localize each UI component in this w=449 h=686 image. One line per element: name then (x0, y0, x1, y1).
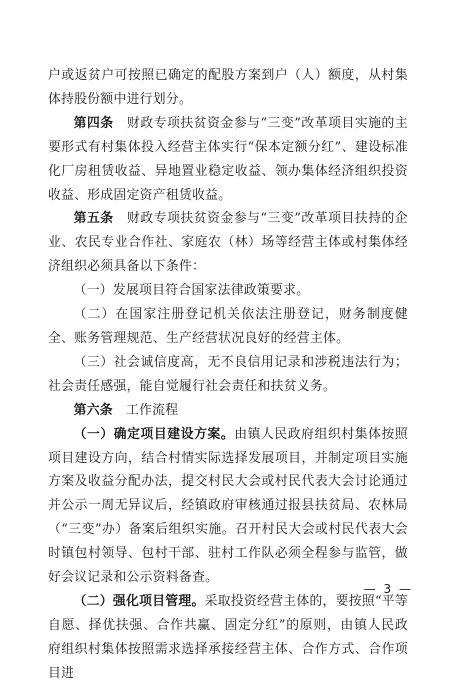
paragraph-article-6 (48, 399, 408, 423)
paragraph-condition-3 (48, 351, 408, 399)
paragraph-text: 财政专项扶贫资金参与“三变”改革项目实施的主要形式有村集体投入经营主体实行“保本定额分红”、建设标准化厂房租赁收益、异地置业稳定收益、领办集体经济组织投资收益、形成固定资产租赁收益。 (48, 115, 408, 203)
paragraph-text: 户或返贫户可按照已确定的配股方案到户（人）额度，从村集体持股份额中进行划分。 (48, 68, 408, 107)
page-number: — 3 — (363, 582, 413, 596)
paragraph-text: （二）在国家注册登记机关依法注册登记，财务制度健全、账务管理规范、生产经营状况良好的经营主体。 (48, 307, 408, 346)
article-heading: 第四条 (73, 115, 114, 131)
paragraph-text: 财政专项扶贫资金参与“三变”改革项目扶持的企业、农民专业合作社、家庭农（林）场等经营主体或村集体经济组织必须具备以下条件： (48, 211, 408, 275)
step-heading: （二）强化项目管理。 (73, 593, 205, 609)
step-heading: （一）确定项目建设方案。 (73, 426, 235, 442)
paragraph-text: （一）发展项目符合国家法律政策要求。 (73, 283, 310, 299)
paragraph-article-4 (48, 112, 408, 208)
paragraph-article-5 (48, 207, 408, 279)
document-body (48, 64, 408, 686)
paragraph-text: 由镇人民政府组织村集体按照项目建设方向，结合村情实际选择发展项目，并制定项目实施方案及收益分配办法，提交村民大会或村民代表大会讨论通过并公示一周无异议后，经镇政府审核通过报县扶贫局、农林局（“三变”办）备案后组织实施。召开村民大会或村民代表大会时镇包村领导、包村干部、驻村工作队必须全程参与监管，做好会议记录和公示资料备查。 (48, 426, 408, 586)
paragraph-text: （三）社会诚信度高，无不良信用记录和涉税违法行为；社会责任感强，能自觉履行社会责任和扶贫义务。 (48, 354, 408, 394)
paragraph-text: 工作流程 (112, 402, 179, 418)
paragraph-text: 采取投资经营主体的，要按照“平等自愿、择优扶强、合作共赢、固定分红”的原则，由镇人民政府组织村集体按照需求选择承接经营主体、合作方式、合作项目进 (48, 593, 409, 681)
article-heading: 第六条 (73, 402, 113, 418)
paragraph-condition-2 (48, 303, 408, 351)
paragraph-step-2 (48, 590, 408, 686)
paragraph-continuation (48, 64, 408, 112)
article-heading: 第五条 (73, 211, 114, 227)
paragraph-step-1 (48, 423, 408, 590)
paragraph-condition-1 (48, 279, 408, 303)
